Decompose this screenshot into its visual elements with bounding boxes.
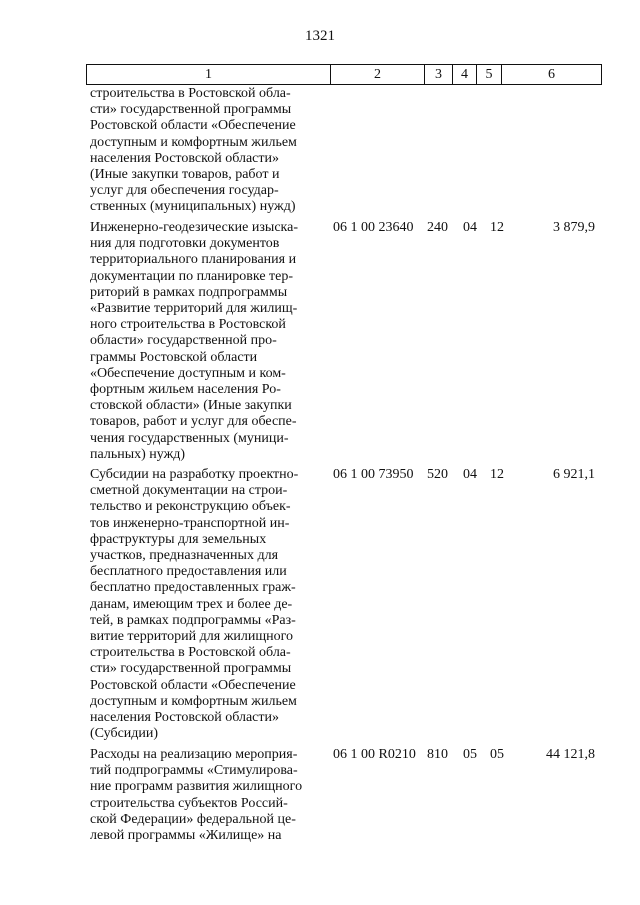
row-code: 06 1 00 23640 [333,220,414,235]
row-code: 06 1 00 73950 [333,467,414,482]
row-pr: 12 [490,220,504,235]
header-col-2: 2 [330,65,424,84]
header-col-1: 1 [86,65,330,84]
row-rz: 04 [463,467,477,482]
row-vr: 240 [427,220,448,235]
header-col-4: 4 [452,65,476,84]
row-sum: 3 879,9 [553,220,595,235]
row-vr: 810 [427,747,448,762]
header-col-6: 6 [501,65,602,84]
header-col-3: 3 [424,65,452,84]
header-col-5: 5 [476,65,501,84]
row-pr: 05 [490,747,504,762]
row-description: Расходы на реализацию мероприя- тий подпрограммы «Стимулирова- ние программ развития жилищного строительства субъектов Россий- ской Федерации» федеральной це- левой программы «Жилище» на [90,747,303,844]
row-rz: 05 [463,747,477,762]
page-number: 1321 [305,28,335,44]
row-sum: 6 921,1 [553,467,595,482]
table-header [86,64,602,85]
row-rz: 04 [463,220,477,235]
row-description: Инженерно-геодезические изыска- ния для подготовки документов территориального планирования и документации по планировке тер- риторий в рамках подпрограммы «Развитие территорий для жилищ- ного строительства в Ростовской области» государственной про- граммы Ростовской области «Обеспечение доступным и ком- фортным жильем населения Ро- стовской области» (Иные закупки товаров, работ и услуг для обеспе- чения государственных (муници- пальных) нужд) [90,220,298,462]
row-sum: 44 121,8 [546,747,595,762]
row-code: 06 1 00 R0210 [333,747,416,762]
row-pr: 12 [490,467,504,482]
row-description: строительства в Ростовской обла- сти» государственной программы Ростовской области «Обеспечение доступным и комфортным жильем населения Ростовской области» (Иные закупки товаров, работ и услуг для обеспечения государ- ственных (муниципальных) нужд) [90,86,297,215]
row-vr: 520 [427,467,448,482]
row-description: Субсидии на разработку проектно- сметной документации на строи- тельство и реконструкцию объек- тов инженерно-транспортной ин- фраструктуры для земельных участков, предназначенных для бесплатного предоставления или бесплатно предоставленных граж- данам, имеющим трех и более де- тей, в рамках подпрограммы «Раз- витие территорий для жилищного строительства в Ростовской обла- сти» государственной программы Ростовской области «Обеспечение доступным и комфортным жильем населения Ростовской области» (Субсидии) [90,467,299,742]
